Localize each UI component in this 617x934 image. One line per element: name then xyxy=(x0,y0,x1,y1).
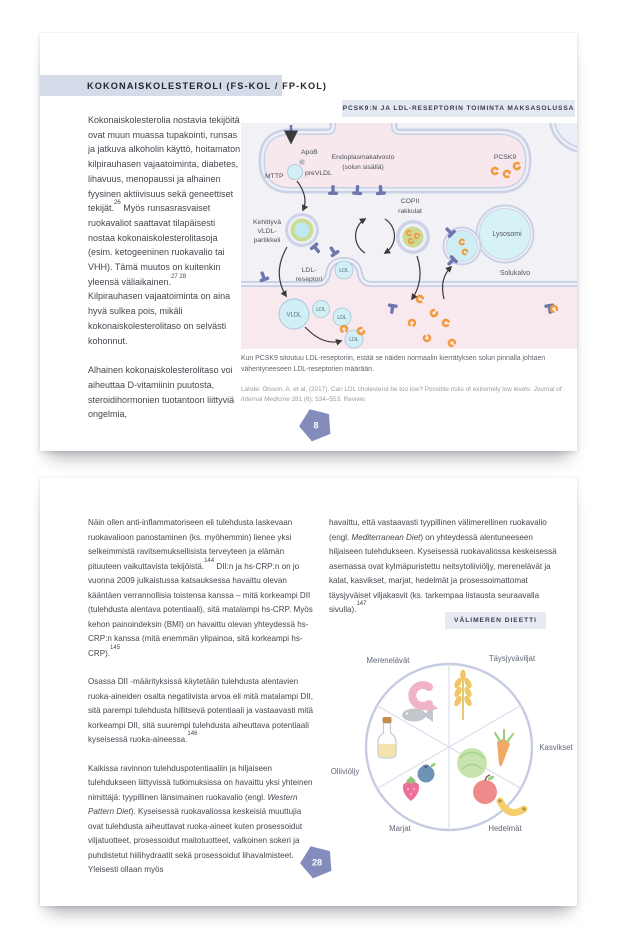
apob-label: ApoB xyxy=(301,149,318,156)
er-label-line1: Endoplasmakalvosto xyxy=(331,154,395,161)
apob-particle xyxy=(299,159,305,165)
section-header-bar xyxy=(40,75,328,96)
prevldl-particle xyxy=(288,165,303,180)
lysosome-label: Lysosomi xyxy=(492,231,522,238)
mttp-label: MTTP xyxy=(265,173,284,180)
vldl-particle-label: VLDL xyxy=(286,312,302,319)
prevldl-label: preVLDL xyxy=(305,170,332,177)
copii-vesicle xyxy=(396,220,430,254)
page-1 xyxy=(40,33,577,451)
mediterranean-diet-wheel xyxy=(310,646,577,858)
diagram-source: Lähde: Olsson, A. et al. (2017). Can LDL cholesterol be too low? Possible risks of extremely low levels. Journal of Internal Medicine 281 (6): 534–553. Review. xyxy=(241,386,562,403)
sector-label: Marjat xyxy=(389,824,411,833)
section-header-title: KOKONAISKOLESTEROLI (FS-KOL / FP-KOL) xyxy=(87,80,328,91)
copii-label1: COPII xyxy=(400,198,420,205)
sector-label: Täysjyväviljat xyxy=(488,654,536,663)
paragraph: Alhainen kokonaiskolesterolitaso voi aiheuttaa D-vitamiinin puutosta, steroidihormonien tuotantoon liittyviä ongelmia, xyxy=(88,365,235,420)
pcsk9-ldl-diagram xyxy=(241,123,577,349)
sector-label: Kasvikset xyxy=(539,743,573,752)
sector-label: Hedelmät xyxy=(488,824,522,833)
developing-vldl-label3: partikkeli xyxy=(253,237,281,244)
svg-text:LDL: LDL xyxy=(337,315,347,321)
developing-vldl-label1: Kehittyvä xyxy=(253,219,281,226)
page-number-badge xyxy=(298,407,334,443)
paragraph: havaittu, että vastaavasti tyypillinen välimerellinen ruokavalio (engl. Mediterranean Diet) on yhteydessä alentuneeseen hiljaiseen tulehdukseen. Kyseisessä ruokavaliossa keskeisessä asemassa ovat kylmäpuristettu neitsytoliiviöljy, merenelävät ja kalat, kasvikset, marjat, hedelmät ja prosessoimattomat täysjyväiset viljakasvit (ks. tarkempaa listausta seuraavalla sivulla).$^{147}$ xyxy=(329,518,557,614)
diagram-caption: Kun PCSK9 sitoutuu LDL-reseptoriin, estää se näiden normaalin kierrätyksen solun pinnalla johtaen vähentyneeseen LDL-reseptorien määrään. xyxy=(241,355,546,373)
sector-label: Oliiviöljy xyxy=(330,767,360,776)
er-label-line2: (solun sisällä) xyxy=(342,164,384,171)
diagram-title: PCSK9:N JA LDL-RESEPTORIN TOIMINTA MAKSASOLUSSA xyxy=(342,100,575,117)
pcsk9-label: PCSK9 xyxy=(493,154,517,161)
page-number: 28 xyxy=(311,857,323,868)
cabbage-icon xyxy=(457,748,487,778)
paragraph: Näin ollen anti-inflammatoriseen eli tulehdusta laskevaan ruokavalioon panostaminen (ks. myöhemmin) lienee yksi selkeimmistä ravitsemuksellisista terveyteen ja elämän pituuteen vaikuttavista tekijöistä.$^{144}$ DII:n ja hs-CRP:n on jo vuonna 2009 julkaistussa katsauksessa havaittu olevan kääntäen verrannollisia toistensa kanssa – mitä korkeampi DII (tulehdusta alentava potentiaali), sitä matalampi hs-CRP. Myös kehon painoindeksin (BMI) on havaittu olevan yhteydessä hs-CRP:n kanssa (mitä enemmän ylipainoa, sitä korkeampi hs-CRP).$^{145}$ xyxy=(88,518,313,658)
mediterranean-diet-label: VÄLIMEREN DIEETTI xyxy=(445,612,546,629)
page1-text-column xyxy=(88,113,241,437)
paragraph: Kokonaiskolesterolia nostavia tekijöitä ovat muun muassa tupakointi, runsas ja jatkuva alkoholin käyttö, hoitamaton kilpirauhasen vajaatoiminta, diabetes, lihavuus, menopaussi ja alhainen fyysinen aktiivisuus sekä geneettiset tekijät.$^{26}$ Myös runsasrasvaiset ruokavaliot saattavat tilapäisesti nostaa kokonaiskolesterolitasoja (esim. ketogeeninen ruokavalio tai VHH). Tämä muutos on kuitenkin yleensä väliaikainen.$^{27 28}$ Kilpirauhasen vajaatoiminta on aina hyvä sulkea pois, mikäli kokonaiskolesterolitaso on selvästi kohonnut. xyxy=(88,115,241,346)
cell-membrane-label: Solukalvo xyxy=(499,270,531,277)
copii-label2: rakkulat xyxy=(398,208,422,215)
page-number: 8 xyxy=(313,420,319,431)
svg-text:LDL: LDL xyxy=(349,337,359,343)
page-number-badge xyxy=(299,844,335,880)
page2-left-column xyxy=(88,516,313,892)
paragraph: Kaikissa ravinnon tulehduspotentiaaliin ja hiljaiseen tulehdukseen liittyvissä tutkimuksissa on havaittu yksi yhteinen nimittäjä: tyypillinen länsimainen ruokavalio (engl. Western Pattern Diet). Kyseisessä ruokavaliossa keskeisiä muuttujia ovat tulehdusta aiheuttavat ruoka-aineet kuten prosessoidut viljatuotteet, prosessoidut maitotuotteet, valkoinen sokeri ja puhdistetut hiilihydraatit sekä prosessoidut lihavalmisteet. Yleisesti ollaan myös xyxy=(88,763,313,874)
svg-text:LDL: LDL xyxy=(316,307,326,313)
ldl-particle-label: LDL xyxy=(339,268,349,274)
ldl-receptor-label2: reseptori xyxy=(295,276,323,283)
page-2 xyxy=(40,478,577,906)
ldl-receptor-label1: LDL- xyxy=(301,267,317,274)
developing-vldl-label2: VLDL- xyxy=(257,228,277,235)
sector-label: Merenelävät xyxy=(366,656,410,665)
paragraph: Osassa DII -määrityksissä käytetään tulehdusta alentavien ruoka-aineiden osalta negatiivista arvoa eli mitä matalampi DII, sitä parempi tulehdusta hillitsevä potentiaali ja vastaavasti mitä korkeampi DII, sitä suurempi tulehdusta aiheuttava potentiaali kyseisessä ruoka-aineessa.$^{146}$ xyxy=(88,677,313,744)
